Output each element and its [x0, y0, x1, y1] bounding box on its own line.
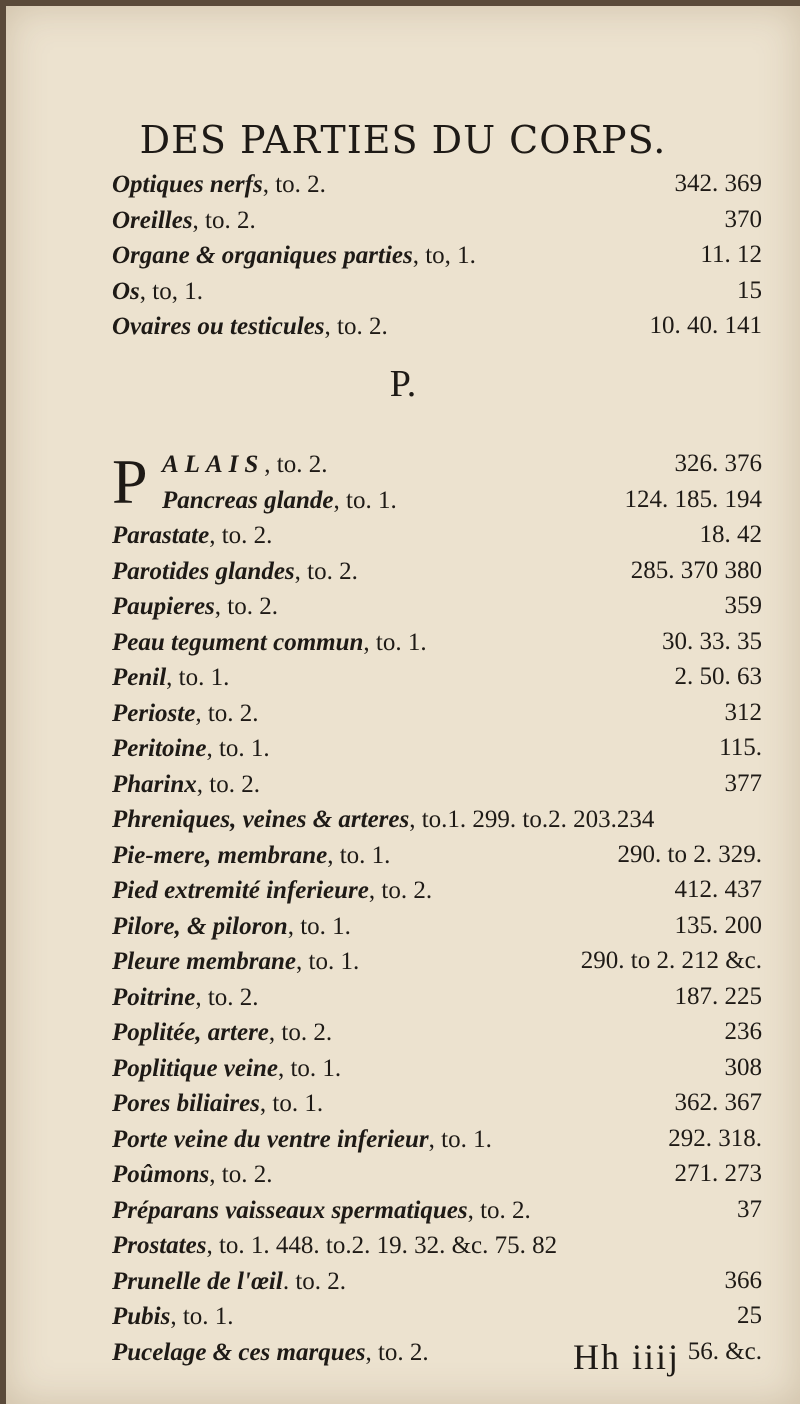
index-entry: Organe & organiques parties, to, 1. 11. 12 [112, 241, 762, 269]
index-entry: Prostates, to. 1. 448. to.2. 19. 32. &c. 75. 82 [112, 1232, 558, 1259]
index-entry: Pubis, to. 1. 25 [112, 1302, 762, 1330]
index-entry: Poplitique veine, to. 1. 308 [112, 1053, 762, 1082]
index-entries-o [112, 166, 762, 344]
drop-cap: P [112, 446, 148, 517]
index-entry: Peau tegument commun, to. 1. 30. 33. 35 [112, 627, 762, 656]
index-entry: Pores biliaires, to. 1. 362. 367 [112, 1089, 762, 1117]
index-entry: Poûmons, to. 2. 271. 273 [112, 1160, 762, 1188]
index-entry: Prunelle de l'œil. to. 2. 366 [112, 1266, 762, 1295]
index-entry: Pie-mere, membrane, to. 1. 290. to 2. 329. [112, 840, 762, 869]
index-entry: Os, to, 1. 15 [112, 276, 762, 305]
index-entry: Phreniques, veines & arteres, to.1. 299. to.2. 203.234 [112, 806, 655, 833]
index-entry: Pharinx, to. 2. 377 [112, 769, 762, 798]
index-entry: Parastate, to. 2. 18. 42 [112, 521, 762, 549]
index-entry: Pucelage & ces marques, to. 2. 56. &c. [112, 1337, 762, 1366]
index-entry: Pied extremité inferieure, to. 2. 412. 437 [112, 876, 762, 904]
index-entry: Porte veine du ventre inferieur, to. 1. 292. 318. [112, 1124, 762, 1153]
book-page [6, 6, 800, 1404]
index-entry: Penil, to. 1. 2. 50. 63 [112, 663, 762, 691]
index-entry: Perioste, to. 2. 312 [112, 698, 762, 727]
index-entries-p [112, 446, 762, 1369]
index-entry: Pancreas glande, to. 1. 124. 185. 194 [162, 485, 762, 514]
index-entry: ALAIS, to. 2. 326. 376 [162, 450, 762, 478]
section-letter: P. [389, 363, 417, 405]
index-entry: Préparans vaisseaux spermatiques, to. 2. 37 [112, 1195, 762, 1224]
index-entry: Paupieres, to. 2. 359 [112, 592, 762, 620]
catchword-signature: Hh iiij [572, 1337, 680, 1377]
index-entry: Peritoine, to. 1. 115. [112, 734, 762, 762]
index-entry: Pilore, & piloron, to. 1. 135. 200 [112, 911, 762, 940]
index-entry: Ovaires ou testicules, to. 2. 10. 40. 141 [112, 312, 762, 340]
page-title: DES PARTIES DU CORPS. [139, 118, 667, 162]
index-entry: Parotides glandes, to. 2. 285. 370 380 [112, 556, 762, 585]
index-entry: Oreilles, to. 2. 370 [112, 205, 762, 234]
index-entry: Pleure membrane, to. 1. 290. to 2. 212 &c. [112, 947, 762, 975]
index-entry: Poplitée, artere, to. 2. 236 [112, 1018, 762, 1046]
index-entry: Optiques nerfs, to. 2. 342. 369 [112, 170, 762, 198]
index-entry: Poitrine, to. 2. 187. 225 [112, 982, 762, 1011]
